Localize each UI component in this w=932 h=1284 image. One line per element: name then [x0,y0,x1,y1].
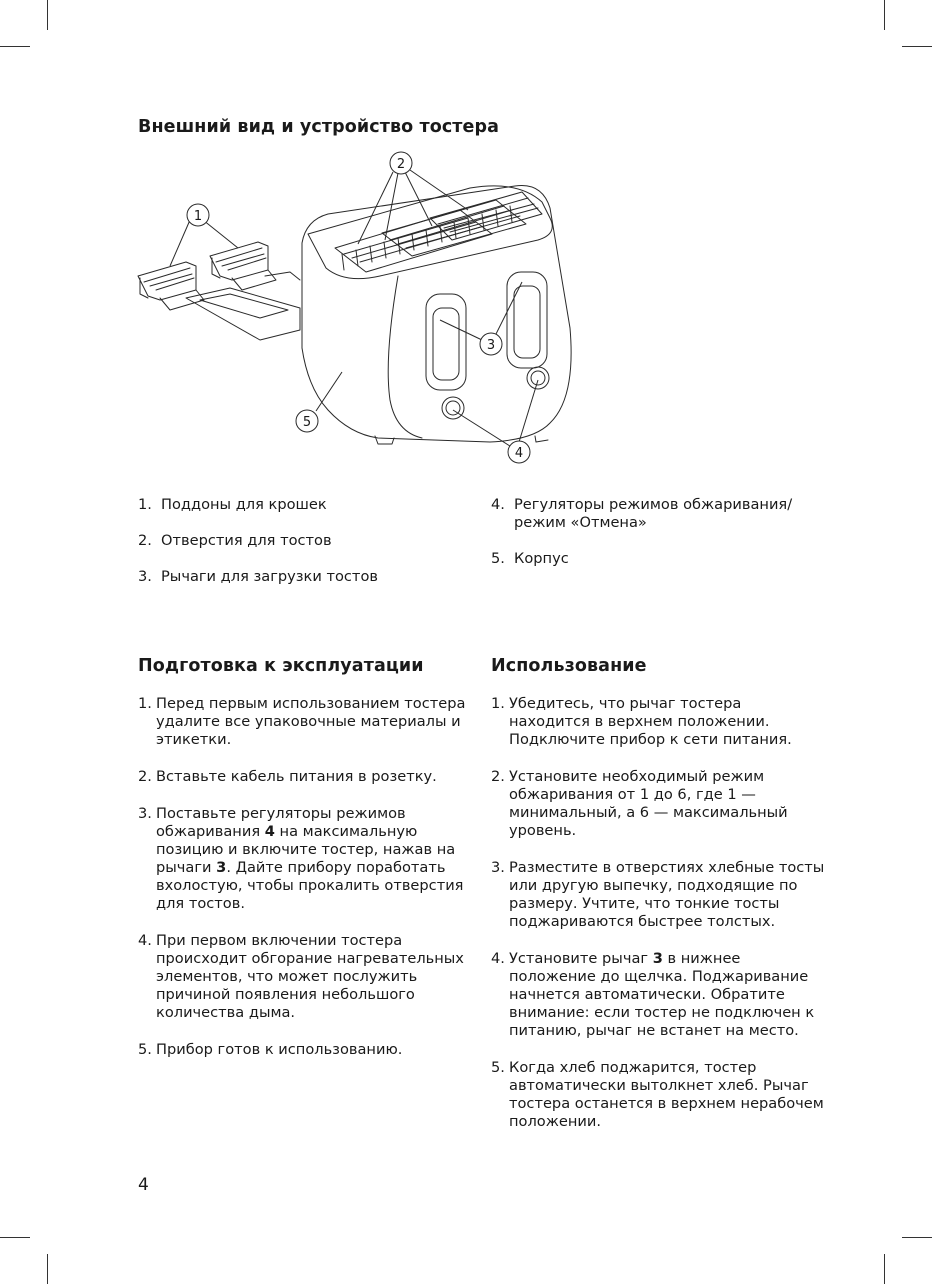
callout-2 [390,152,412,174]
parts-list-right [491,496,821,586]
parts-list-left [138,496,468,604]
list-item: 4. При первом включении тостера происходит обгорание нагревательных элементов, что может послужить причиной появления небольшого количества дыма. [138,932,464,1021]
use-heading: Использование [491,656,647,676]
toaster-diagram [130,148,590,468]
list-item: 5. Когда хлеб поджарится, тостер автоматически вытолкнет хлеб. Рычаг тостера останется в верхнем нерабочем положении. [491,1059,824,1130]
list-item: 1. Перед первым использованием тостера удалите все упаковочные материалы и этикетки. [138,695,466,748]
list-item: 3. Рычаги для загрузки тостов [138,568,378,585]
callout-3 [480,333,502,355]
callout-3-label: 3 [486,338,496,353]
list-item: 4. Установите рычаг 3 в нижнее положение до щелчка. Поджаривание начнется автоматически. Обратите внимание: если тостер не подключен к питанию, рычаг не встанет на место. [491,950,815,1039]
list-item: 1. Поддоны для крошек [138,496,327,513]
crop-mark-bottom-left-h [0,1237,30,1238]
list-item: 2. Отверстия для тостов [138,532,332,549]
list-item: 2. Установите необходимый режим обжаривания от 1 до 6, где 1 — минимальный, а 6 — максимальный уровень. [491,768,788,839]
browning-knob-left [442,397,464,419]
crop-mark-top-right-h [902,46,932,47]
use-list [491,695,826,1150]
crop-mark-bottom-right-v [884,1254,885,1284]
prep-list [138,695,468,1078]
list-item: 3. Поставьте регуляторы режимов обжаривания 4 на максимальную позицию и включите тостер, нажав на рычаги 3. Дайте прибору поработать вхолостую, чтобы прокалить отверстия для тостов. [138,805,464,912]
callout-4 [508,441,530,463]
toaster-slots [335,192,542,272]
crop-mark-top-left-v [47,0,48,30]
list-item: 4. Регуляторы режимов обжаривания/ режим «Отмена» [491,496,793,531]
toaster-top-rim [308,186,552,279]
callout-5 [296,410,318,432]
callout-4-label: 4 [514,446,524,461]
callout-1 [187,204,209,226]
appearance-heading: Внешний вид и устройство тостера [138,117,500,137]
list-item: 3. Разместите в отверстиях хлебные тосты или другую выпечку, подходящие по размеру. Учтите, что тонкие тосты поджариваются быстрее толстых. [491,859,825,930]
page-number: 4 [138,1175,149,1195]
crop-mark-top-right-v [884,0,885,30]
crop-mark-bottom-left-v [47,1254,48,1284]
prep-heading: Подготовка к эксплуатации [138,656,424,676]
list-item: 2. Вставьте кабель питания в розетку. [138,768,437,785]
list-item: 5. Прибор готов к использованию. [138,1041,403,1058]
list-item: 1. Убедитесь, что рычаг тостера находится в верхнем положении. Подключите прибор к сети питания. [491,695,792,748]
crop-mark-bottom-right-h [902,1237,932,1238]
crop-mark-top-left-h [0,46,30,47]
callout-1-label: 1 [193,209,203,224]
list-item: 5. Корпус [491,550,569,567]
callout-5-label: 5 [302,415,312,430]
browning-knob-right [527,367,549,389]
callout-2-label: 2 [396,157,406,172]
